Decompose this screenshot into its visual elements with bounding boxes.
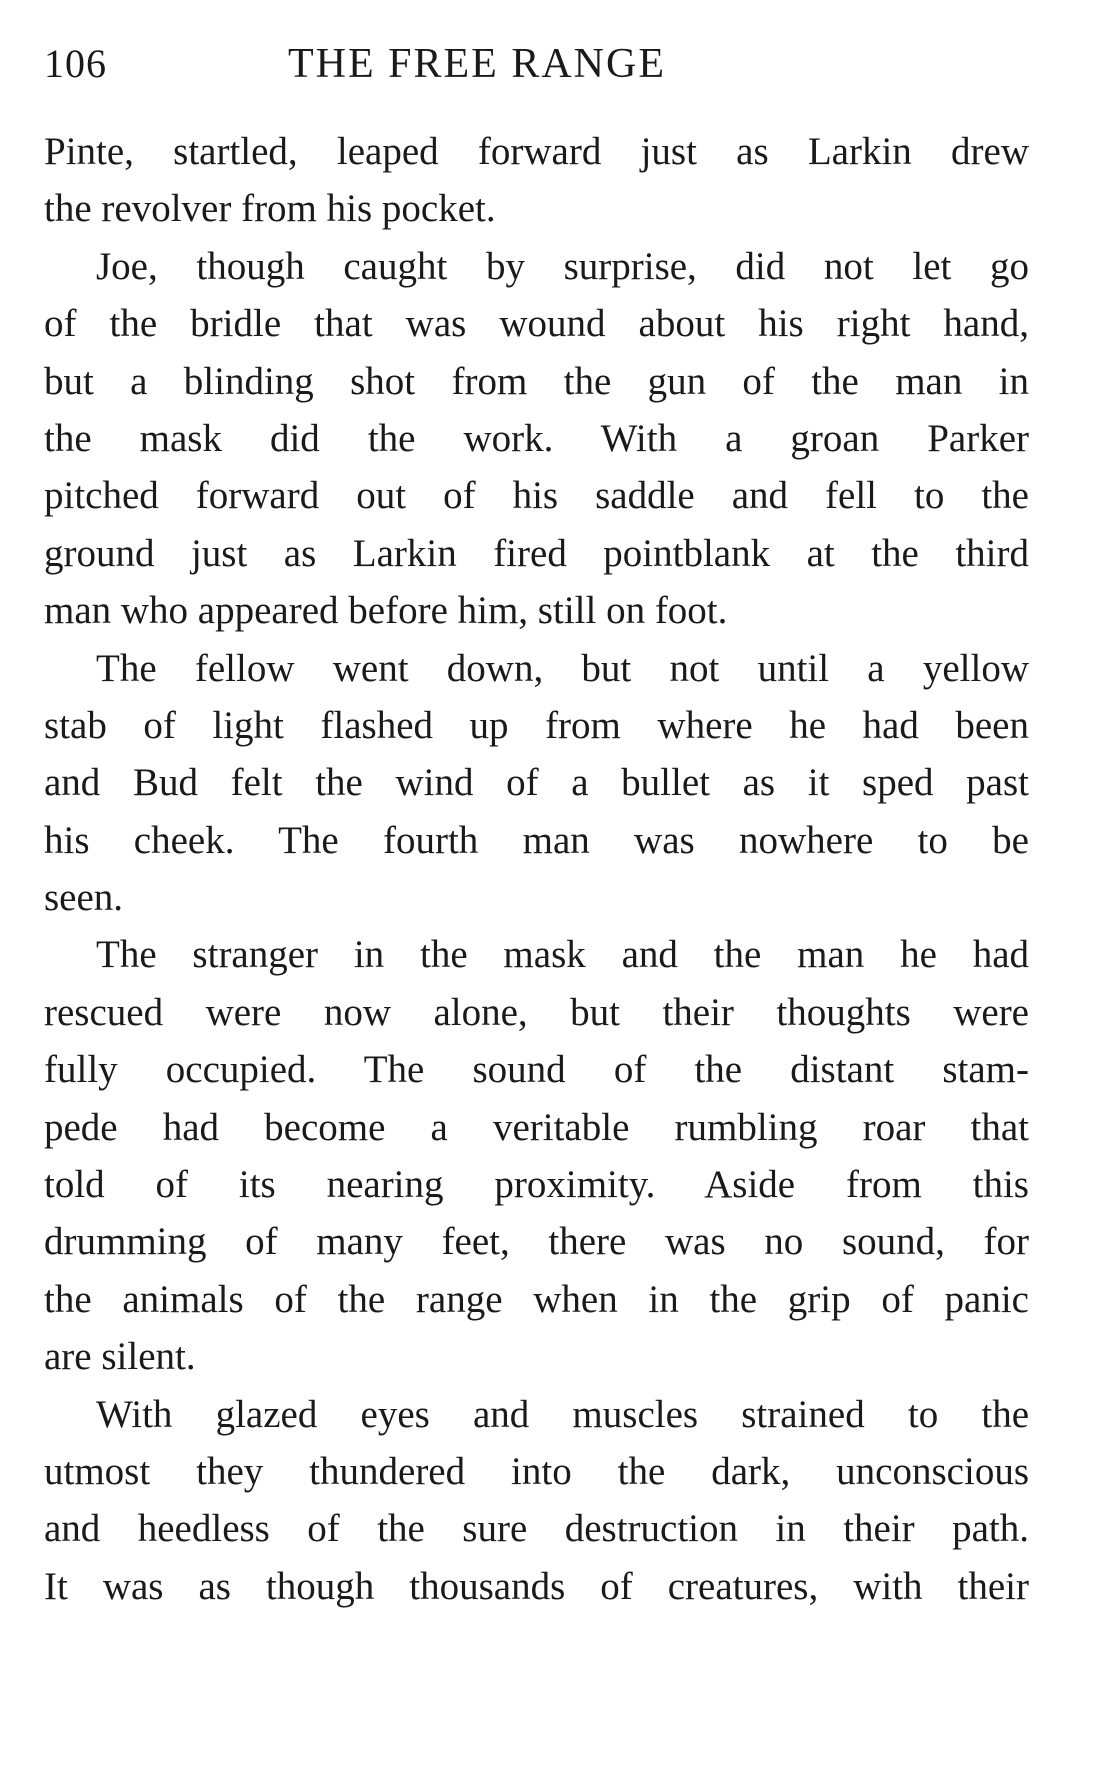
text-line: ground just as Larkin fired pointblank at the third [44, 531, 1029, 575]
text-line: are silent. [44, 1335, 196, 1379]
paragraph [44, 926, 1029, 1385]
text-line: With glazed eyes and muscles strained to the [96, 1392, 1029, 1436]
text-line: fully occupied. The sound of the distant stam- [44, 1048, 1029, 1092]
text-line: Joe, though caught by surprise, did not let go [96, 244, 1029, 288]
text-line: The fellow went down, but not until a yellow [96, 646, 1029, 690]
paragraph [44, 123, 1029, 238]
text-line: utmost they thundered into the dark, unconscious [44, 1449, 1029, 1493]
running-title: THE FREE RANGE [288, 41, 666, 87]
page-number: 106 [44, 41, 107, 86]
paragraph [44, 238, 1029, 640]
text-line: man who appeared before him, still on foot. [44, 589, 728, 633]
running-head [44, 40, 1029, 96]
text-line: and heedless of the sure destruction in their path. [44, 1507, 1029, 1551]
text-line: told of its nearing proximity. Aside from this [44, 1163, 1029, 1207]
body-text [44, 123, 1029, 1615]
text-line: seen. [44, 876, 124, 920]
text-line: of the bridle that was wound about his right hand, [44, 302, 1029, 346]
text-line: his cheek. The fourth man was nowhere to be [44, 818, 1029, 862]
paragraph [44, 1386, 1029, 1616]
text-line: drumming of many feet, there was no sound, for [44, 1220, 1029, 1264]
text-line: the animals of the range when in the grip of panic [44, 1277, 1029, 1321]
text-line: stab of light flashed up from where he had been [44, 703, 1029, 747]
text-line: but a blinding shot from the gun of the man in [44, 359, 1029, 403]
text-line: pede had become a veritable rumbling roar that [44, 1105, 1029, 1149]
text-line: The stranger in the mask and the man he had [96, 933, 1029, 977]
text-line: the revolver from his pocket. [44, 187, 496, 231]
text-line: the mask did the work. With a groan Parker [44, 416, 1029, 460]
text-line: rescued were now alone, but their thoughts were [44, 990, 1029, 1034]
text-line: and Bud felt the wind of a bullet as it sped past [44, 761, 1029, 805]
paragraph [44, 640, 1029, 927]
text-line: pitched forward out of his saddle and fell to the [44, 474, 1029, 518]
text-line: It was as though thousands of creatures, with their [44, 1564, 1029, 1608]
text-line: Pinte, startled, leaped forward just as Larkin drew [44, 130, 1029, 173]
